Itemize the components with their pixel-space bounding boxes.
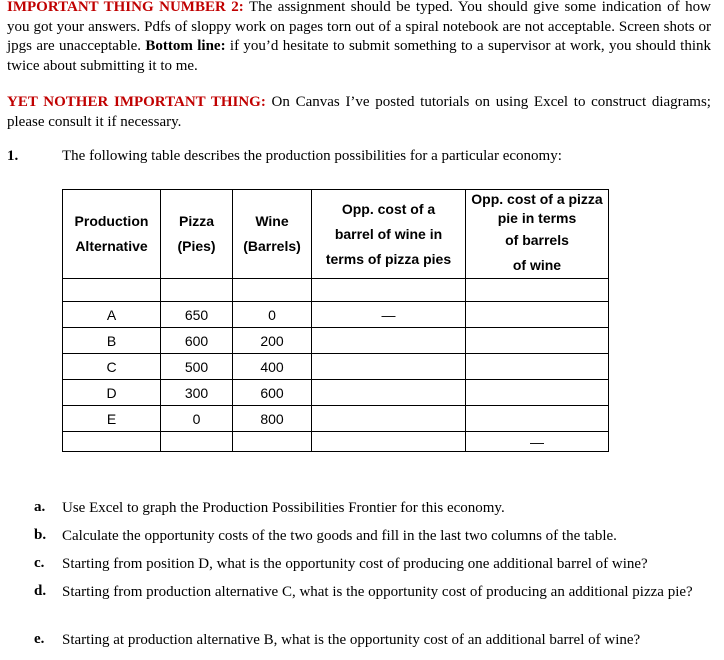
cell-alternative: B — [63, 328, 161, 354]
cell-pizza: 600 — [161, 328, 233, 354]
subquestion-a-text: Use Excel to graph the Production Possibilities Frontier for this economy. — [62, 500, 505, 516]
table-header-row — [63, 190, 609, 279]
cell-pizza: 0 — [161, 406, 233, 432]
question-text: The following table describes the production possibilities for a particular economy: — [62, 148, 562, 164]
cell-opp-cost-pizza — [466, 354, 609, 380]
cell-alternative — [63, 432, 161, 452]
subquestion-d-letter: d. — [34, 583, 47, 599]
production-possibilities-table — [62, 189, 609, 452]
note-2-heading: IMPORTANT THING NUMBER 2: — [7, 0, 244, 15]
table-row — [63, 406, 609, 432]
cell-opp-cost-wine — [312, 354, 466, 380]
note-2-paragraph — [7, 0, 711, 76]
cell-alternative: E — [63, 406, 161, 432]
subquestion-e-text: Starting at production alternative B, what is the opportunity cost of an additional barrel of wine? — [62, 632, 641, 648]
cell-opp-cost-wine — [312, 432, 466, 452]
bottom-line-label: Bottom line: — [145, 38, 226, 54]
cell-wine: 0 — [233, 302, 312, 328]
note-2-text-a: The assignment should be typed. You should give some indication of how you got your answers. Pdfs of sloppy work on pages torn out of a spiral notebook are not acceptable. Screen shots or jpgs are unacceptable. — [7, 0, 711, 54]
cell-alternative: D — [63, 380, 161, 406]
cell-opp-cost-pizza: — — [466, 432, 609, 452]
cell-opp-cost-wine — [312, 380, 466, 406]
note-3-paragraph — [7, 93, 711, 132]
header-production-alternative: Production Alternative — [63, 190, 161, 279]
note-2-text-b: if you’d hesitate to submit something to a supervisor at work, you should think twice about submitting it to me. — [7, 38, 711, 74]
cell-opp-cost-pizza — [466, 302, 609, 328]
cell-alternative: C — [63, 354, 161, 380]
header-wine: Wine (Barrels) — [233, 190, 312, 279]
subquestion-d-text: Starting from production alternative C, what is the opportunity cost of producing an additional pizza pie? — [62, 584, 693, 600]
cell-wine: 400 — [233, 354, 312, 380]
cell-opp-cost-wine: — — [312, 302, 466, 328]
cell-opp-cost-pizza — [466, 380, 609, 406]
cell-opp-cost-pizza — [466, 328, 609, 354]
subquestion-b-letter: b. — [34, 527, 47, 543]
table-row — [63, 354, 609, 380]
cell-wine — [233, 432, 312, 452]
cell-opp-cost-pizza — [466, 406, 609, 432]
subquestion-c-text: Starting from position D, what is the opportunity cost of producing one additional barrel of wine? — [62, 556, 648, 572]
cell-wine: 600 — [233, 380, 312, 406]
question-number: 1. — [7, 148, 19, 164]
cell-opp-cost-wine — [312, 406, 466, 432]
cell-opp-cost-wine — [312, 328, 466, 354]
table-row — [63, 432, 609, 452]
header-pizza: Pizza (Pies) — [161, 190, 233, 279]
subquestion-e-letter: e. — [34, 631, 45, 647]
cell-pizza — [161, 432, 233, 452]
cell-pizza: 500 — [161, 354, 233, 380]
table-row — [63, 380, 609, 406]
subquestion-c-letter: c. — [34, 555, 45, 571]
header-opp-cost-wine: Opp. cost of a barrel of wine in terms of pizza pies — [312, 190, 466, 279]
cell-pizza: 300 — [161, 380, 233, 406]
table-spacer-row — [63, 279, 609, 302]
cell-pizza: 650 — [161, 302, 233, 328]
note-3-heading: YET NOTHER IMPORTANT THING: — [7, 94, 266, 110]
note-3-text: On Canvas I’ve posted tutorials on using Excel to construct diagrams; please consult it if necessary. — [7, 94, 711, 130]
cell-wine: 200 — [233, 328, 312, 354]
header-opp-cost-pizza: Opp. cost of a pizza pie in terms of barrels of wine — [466, 190, 609, 279]
cell-alternative: A — [63, 302, 161, 328]
table-row — [63, 328, 609, 354]
subquestion-a-letter: a. — [34, 499, 46, 515]
table-row — [63, 302, 609, 328]
subquestion-b-text: Calculate the opportunity costs of the two goods and fill in the last two columns of the table. — [62, 528, 617, 544]
cell-wine: 800 — [233, 406, 312, 432]
